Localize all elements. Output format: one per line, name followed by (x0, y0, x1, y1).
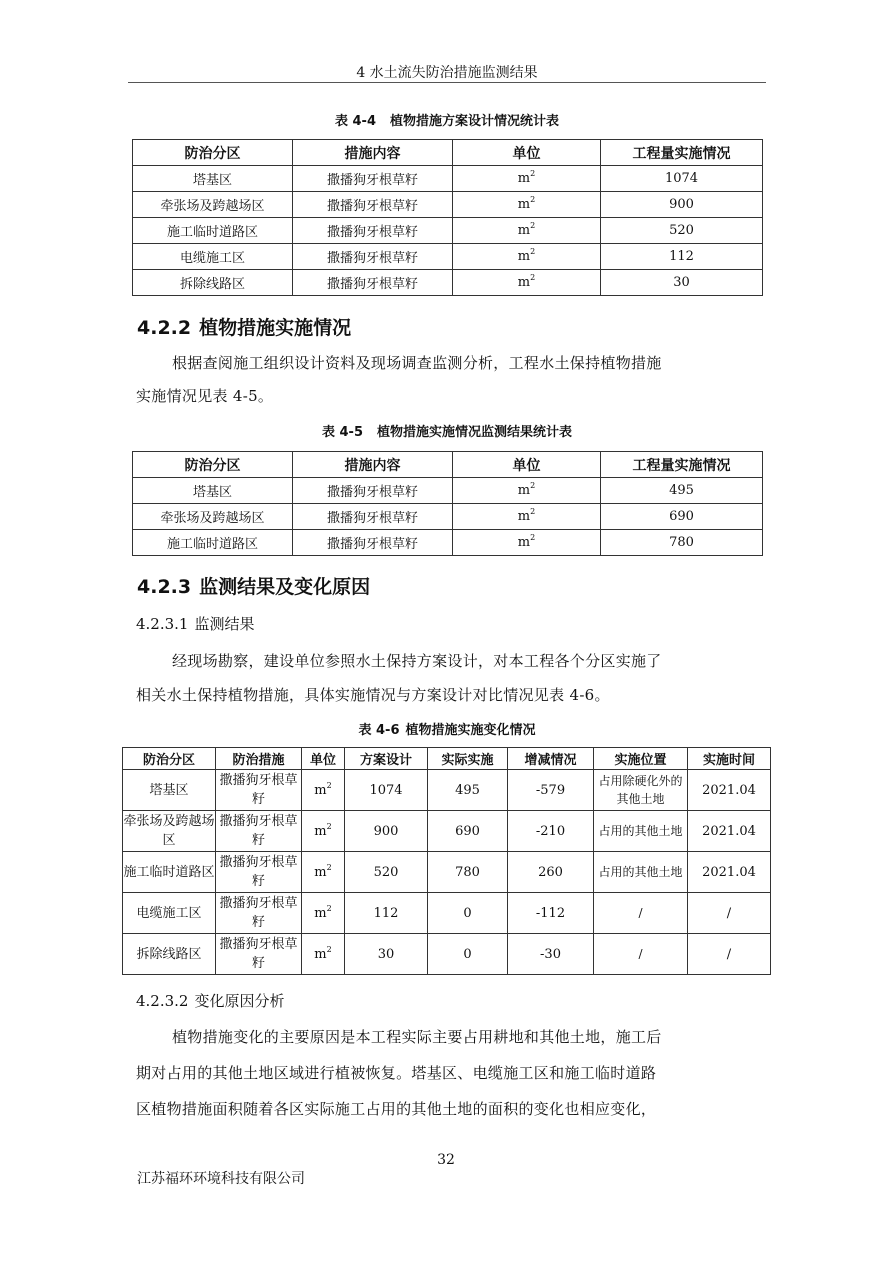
table-row (123, 893, 771, 934)
section-number: 4.2.3 (137, 576, 192, 598)
table-4-6 (122, 747, 771, 975)
measure-cell: 撒播狗牙根草籽 (293, 270, 453, 296)
design-cell: 112 (345, 893, 428, 934)
unit-superscript: 2 (530, 507, 536, 516)
measure-cell: 撒播狗牙根草籽 (293, 166, 453, 192)
measure-cell: 撒播狗牙根草籽 (293, 218, 453, 244)
table-number: 表 4-5 (321, 425, 363, 440)
paragraph-line: 实施情况见表 4-5。 (136, 387, 274, 405)
header-cell: 防治分区 (133, 452, 293, 478)
paragraph-line: 期对占用的其他土地区域进行植被恢复。塔基区、电缆施工区和施工临时道路 (136, 1064, 657, 1082)
unit-cell (453, 270, 601, 296)
table-row (133, 166, 763, 192)
unit-text: m (314, 905, 327, 921)
time-cell: / (688, 934, 771, 975)
quantity-cell: 1074 (601, 166, 763, 192)
unit-text: m (517, 249, 531, 264)
location-cell: 占用除硬化外的其他土地 (594, 770, 688, 811)
subsection-heading-4-2-3-1 (136, 613, 255, 634)
header-cell: 措施内容 (293, 140, 453, 166)
quantity-cell: 520 (601, 218, 763, 244)
unit-superscript: 2 (326, 862, 332, 872)
unit-text: m (314, 864, 327, 880)
table-row (133, 270, 763, 296)
zone-cell: 拆除线路区 (123, 934, 216, 975)
table-header-row (133, 452, 763, 478)
unit-superscript: 2 (326, 780, 332, 790)
location-cell: 占用的其他土地 (594, 852, 688, 893)
unit-cell (453, 478, 601, 504)
unit-superscript: 2 (530, 195, 536, 204)
section-title: 监测结果 (194, 615, 255, 633)
table-row (133, 504, 763, 530)
header-cell: 实际实施 (428, 748, 508, 770)
header-cell: 单位 (453, 452, 601, 478)
header-cell: 工程量实施情况 (601, 452, 763, 478)
unit-text: m (517, 171, 531, 186)
quantity-cell: 112 (601, 244, 763, 270)
unit-cell (302, 811, 345, 852)
unit-text: m (517, 275, 531, 290)
unit-cell (453, 504, 601, 530)
zone-cell: 塔基区 (133, 166, 293, 192)
table-title: 植物措施方案设计情况统计表 (390, 114, 560, 129)
zone-cell: 牵张场及跨越场区 (133, 192, 293, 218)
table-header-row (123, 748, 771, 770)
section-heading-4-2-2 (137, 313, 351, 340)
measure-cell: 撒播狗牙根草籽 (216, 893, 302, 934)
unit-superscript: 2 (530, 221, 536, 230)
unit-superscript: 2 (530, 481, 536, 490)
page-number: 32 (437, 1152, 455, 1168)
table-4-5-caption (128, 421, 766, 440)
company-footer: 江苏福环环境科技有限公司 (137, 1171, 305, 1187)
measure-cell: 撒播狗牙根草籽 (293, 192, 453, 218)
header-divider (128, 82, 766, 83)
table-row (123, 770, 771, 811)
measure-cell: 撒播狗牙根草籽 (293, 478, 453, 504)
table-4-5 (132, 451, 763, 556)
header-cell: 防治分区 (133, 140, 293, 166)
actual-cell: 780 (428, 852, 508, 893)
time-cell: 2021.04 (688, 770, 771, 811)
table-row (133, 478, 763, 504)
unit-superscript: 2 (326, 903, 332, 913)
subsection-heading-4-2-3-2 (136, 990, 285, 1011)
table-row (123, 811, 771, 852)
unit-superscript: 2 (326, 821, 332, 831)
unit-cell (302, 770, 345, 811)
change-cell: -210 (508, 811, 594, 852)
actual-cell: 0 (428, 893, 508, 934)
unit-text: m (314, 823, 327, 839)
header-cell: 方案设计 (345, 748, 428, 770)
design-cell: 520 (345, 852, 428, 893)
table-4-4 (132, 139, 763, 296)
zone-cell: 塔基区 (123, 770, 216, 811)
measure-cell: 撒播狗牙根草籽 (216, 934, 302, 975)
change-cell: -112 (508, 893, 594, 934)
table-title: 植物措施实施变化情况 (405, 723, 536, 738)
actual-cell: 690 (428, 811, 508, 852)
time-cell: 2021.04 (688, 852, 771, 893)
header-cell: 实施位置 (594, 748, 688, 770)
unit-superscript: 2 (530, 273, 536, 282)
measure-cell: 撒播狗牙根草籽 (216, 770, 302, 811)
unit-superscript: 2 (530, 247, 536, 256)
table-number: 表 4-6 (358, 723, 400, 738)
unit-cell (453, 530, 601, 556)
zone-cell: 牵张场及跨越场区 (133, 504, 293, 530)
time-cell: / (688, 893, 771, 934)
table-header-row (133, 140, 763, 166)
section-title: 监测结果及变化原因 (199, 576, 371, 598)
quantity-cell: 690 (601, 504, 763, 530)
quantity-cell: 900 (601, 192, 763, 218)
unit-text: m (517, 197, 531, 212)
header-cell: 单位 (302, 748, 345, 770)
measure-cell: 撒播狗牙根草籽 (216, 811, 302, 852)
zone-cell: 牵张场及跨越场区 (123, 811, 216, 852)
unit-superscript: 2 (530, 169, 536, 178)
zone-cell: 拆除线路区 (133, 270, 293, 296)
design-cell: 900 (345, 811, 428, 852)
unit-superscript: 2 (326, 944, 332, 954)
time-cell: 2021.04 (688, 811, 771, 852)
zone-cell: 施工临时道路区 (133, 218, 293, 244)
actual-cell: 495 (428, 770, 508, 811)
change-cell: -30 (508, 934, 594, 975)
paragraph-line: 区植物措施面积随着各区实际施工占用的其他土地的面积的变化也相应变化， (136, 1100, 657, 1118)
section-number: 4.2.3.1 (136, 615, 189, 633)
section-number: 4.2.2 (137, 317, 192, 339)
header-cell: 单位 (453, 140, 601, 166)
section-title: 变化原因分析 (194, 992, 285, 1010)
zone-cell: 电缆施工区 (123, 893, 216, 934)
quantity-cell: 780 (601, 530, 763, 556)
table-row (123, 852, 771, 893)
paragraph-line: 植物措施变化的主要原因是本工程实际主要占用耕地和其他土地，施工后 (172, 1028, 662, 1046)
unit-text: m (517, 535, 531, 550)
section-title: 植物措施实施情况 (199, 317, 352, 339)
zone-cell: 电缆施工区 (133, 244, 293, 270)
unit-cell (302, 934, 345, 975)
header-cell: 实施时间 (688, 748, 771, 770)
table-number: 表 4-4 (334, 114, 376, 129)
unit-cell (453, 218, 601, 244)
actual-cell: 0 (428, 934, 508, 975)
design-cell: 1074 (345, 770, 428, 811)
location-cell: 占用的其他土地 (594, 811, 688, 852)
unit-text: m (517, 509, 531, 524)
unit-superscript: 2 (530, 533, 536, 542)
table-title: 植物措施实施情况监测结果统计表 (377, 425, 573, 440)
zone-cell: 塔基区 (133, 478, 293, 504)
unit-cell (453, 192, 601, 218)
running-header: 4 水土流失防治措施监测结果 (356, 65, 538, 81)
section-heading-4-2-3 (137, 572, 370, 599)
unit-text: m (517, 483, 531, 498)
table-row (133, 218, 763, 244)
design-cell: 30 (345, 934, 428, 975)
measure-cell: 撒播狗牙根草籽 (293, 530, 453, 556)
header-cell: 措施内容 (293, 452, 453, 478)
unit-text: m (314, 782, 327, 798)
header-cell: 防治分区 (123, 748, 216, 770)
table-4-4-caption (128, 110, 766, 129)
change-cell: 260 (508, 852, 594, 893)
unit-text: m (517, 223, 531, 238)
header-cell: 工程量实施情况 (601, 140, 763, 166)
change-cell: -579 (508, 770, 594, 811)
table-row (133, 244, 763, 270)
paragraph-line: 相关水土保持植物措施，具体实施情况与方案设计对比情况见表 4-6。 (136, 686, 610, 704)
table-4-6-caption (128, 719, 766, 738)
location-cell: / (594, 934, 688, 975)
unit-cell (302, 852, 345, 893)
measure-cell: 撒播狗牙根草籽 (293, 244, 453, 270)
measure-cell: 撒播狗牙根草籽 (216, 852, 302, 893)
header-cell: 增减情况 (508, 748, 594, 770)
section-number: 4.2.3.2 (136, 992, 189, 1010)
table-row (133, 192, 763, 218)
quantity-cell: 495 (601, 478, 763, 504)
quantity-cell: 30 (601, 270, 763, 296)
table-row (123, 934, 771, 975)
header-cell: 防治措施 (216, 748, 302, 770)
unit-cell (453, 166, 601, 192)
unit-cell (453, 244, 601, 270)
unit-cell (302, 893, 345, 934)
zone-cell: 施工临时道路区 (133, 530, 293, 556)
table-row (133, 530, 763, 556)
paragraph-line: 经现场勘察，建设单位参照水土保持方案设计，对本工程各个分区实施了 (172, 652, 662, 670)
zone-cell: 施工临时道路区 (123, 852, 216, 893)
unit-text: m (314, 946, 327, 962)
location-cell: / (594, 893, 688, 934)
measure-cell: 撒播狗牙根草籽 (293, 504, 453, 530)
paragraph-line: 根据查阅施工组织设计资料及现场调查监测分析，工程水土保持植物措施 (172, 354, 662, 372)
